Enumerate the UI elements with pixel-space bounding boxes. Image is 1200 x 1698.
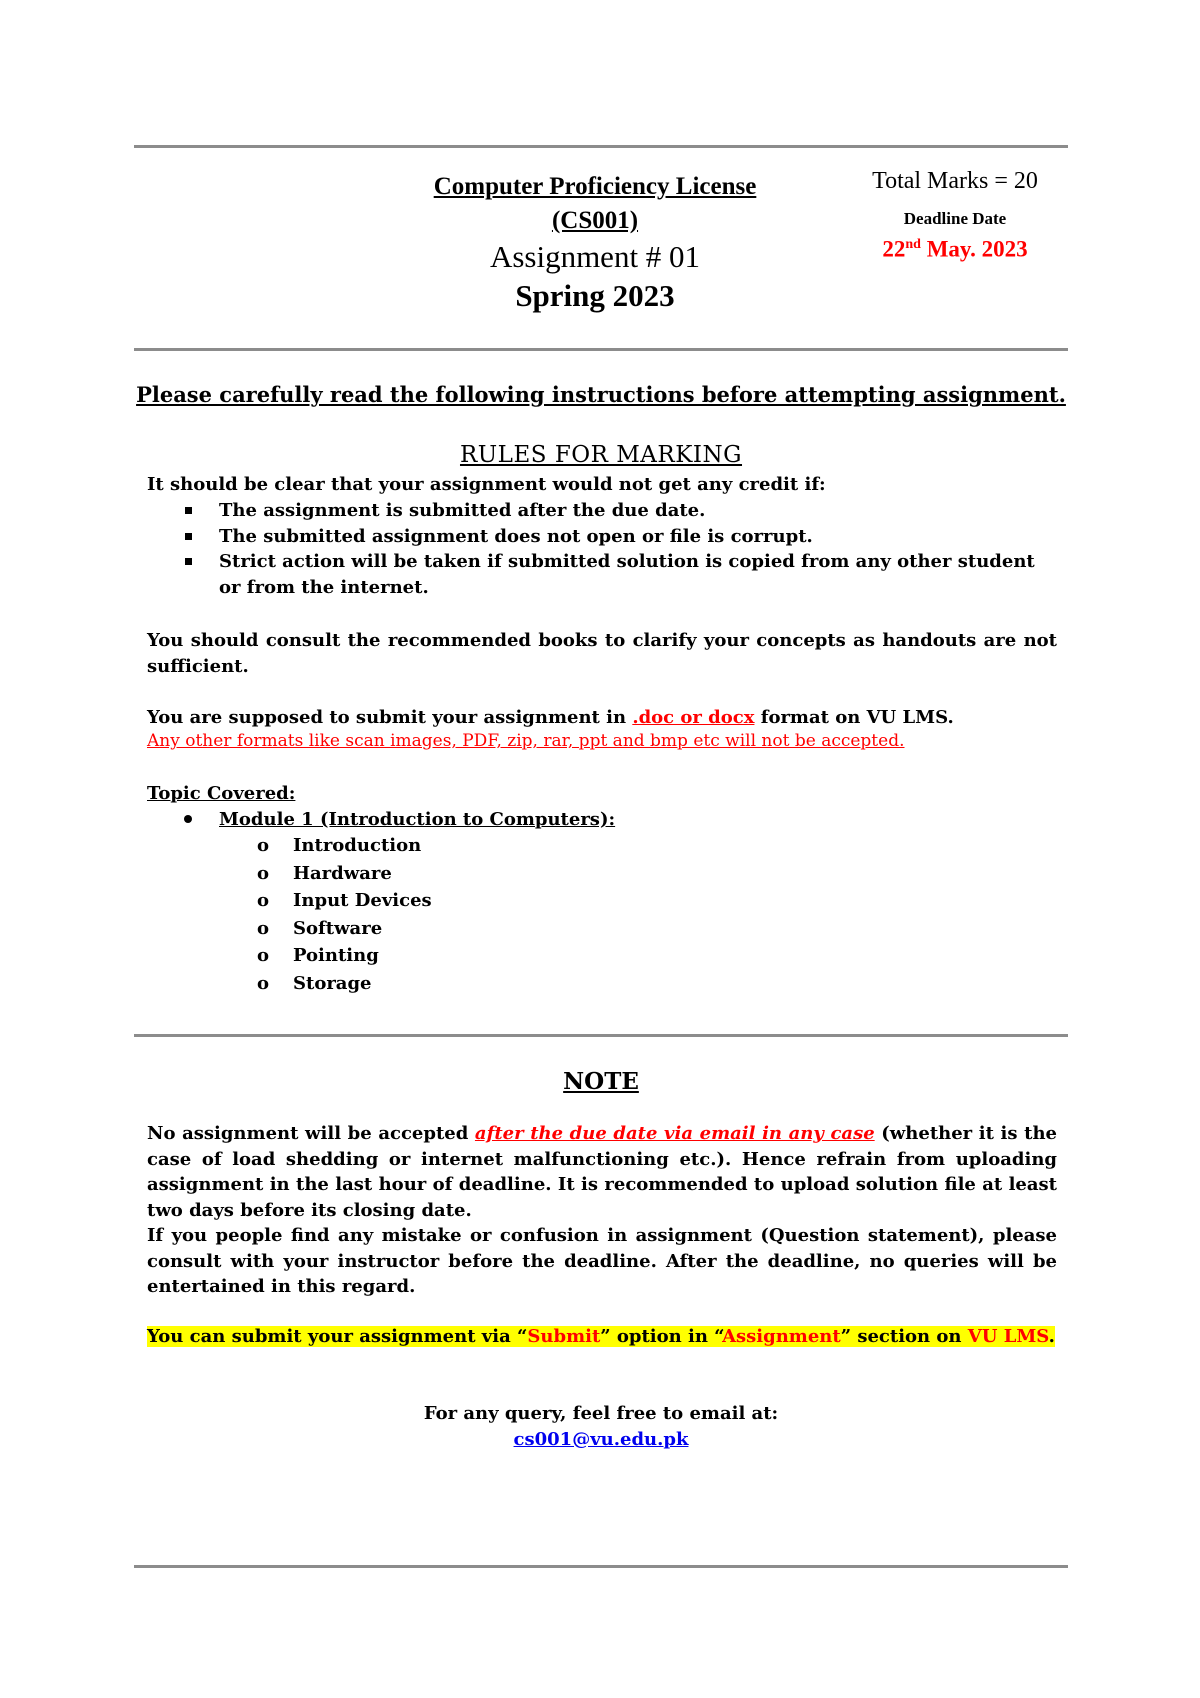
header-bottom-rule [134,348,1068,351]
consult-text: You should consult the recommended books to clarify your concepts as handouts are not sufficient. [147,630,1057,677]
subtopic-item [147,860,432,888]
subtopic-label: Storage [293,972,372,994]
circle-bullet-icon: o [257,945,270,966]
circle-bullet-icon: o [257,835,270,856]
rule-item [147,549,1057,600]
circle-bullet-icon: o [257,862,270,884]
circle-bullet-icon: o [257,917,270,939]
note-heading: NOTE [563,1068,639,1095]
page-bottom-rule [134,1565,1068,1568]
submit-instruction [147,1324,1055,1350]
module-item [147,807,1057,833]
deadline-label: Deadline Date [903,209,1007,228]
module-list [147,807,1057,833]
subtopic-item [147,887,432,915]
instructions-heading: Please carefully read the following instructions before attempting assignment. [136,382,1066,407]
vu-lms-word: VU LMS [967,1326,1049,1347]
format-prefix: You are supposed to submit your assignment in [147,707,633,728]
rules-intro: It should be clear that your assignment would not get any credit if: [147,474,826,495]
course-code: (CS001) [551,207,639,234]
rule-text: The assignment is submitted after the due date. [219,500,706,521]
subtopic-item [147,915,432,943]
subtopic-list [147,832,432,997]
round-bullet-icon [184,815,192,823]
query-block [134,1401,1068,1452]
square-bullet-icon [185,558,192,565]
total-marks: Total Marks = 20 [872,168,1038,194]
note-paragraph [147,1121,1057,1300]
format-warning: Any other formats like scan images, PDF, zip, rar, ppt and bmp etc will not be accepted. [147,731,905,751]
rule-text: The submitted assignment does not open or file is corrupt. [219,525,813,547]
rules-list [147,498,1057,600]
subtopic-label: Input Devices [293,890,432,911]
query-label: For any query, feel free to email at: [423,1403,779,1424]
header-top-rule [134,145,1068,148]
submit-part3: ” section on [840,1326,968,1347]
deadline-month-year: May. 2023 [920,236,1028,262]
subtopic-label: Software [293,917,383,939]
note-p1-end: (whether it is the case of load shedding or internet malfunctioning etc.). Hence refrain from uploading assignment in the last hour of deadline. It is recommended to upload solution file at least two days before its closing date. [147,1123,1057,1221]
assignment-number: Assignment # 01 [489,239,701,274]
topics-bottom-rule [134,1034,1068,1037]
rule-item [147,524,1057,550]
module-title: Module 1 (Introduction to Computers): [219,809,616,830]
subtopic-label: Introduction [293,835,422,856]
rules-heading: RULES FOR MARKING [459,442,743,468]
note-paragraph-1 [147,1121,1057,1223]
note-p1-emphasis: after the due date via email in any case [474,1123,875,1144]
submit-part2: ” option in “ [600,1326,723,1347]
course-title: Computer Proficiency License [433,173,757,200]
assignment-word: Assignment [722,1326,841,1347]
submit-word: Submit [527,1326,601,1347]
deadline-suffix: nd [905,237,921,252]
subtopic-item [147,942,432,970]
rule-text: Strict action will be taken if submitted solution is copied from any other student or from the internet. [219,551,1035,598]
submit-highlight [147,1326,1055,1347]
format-line [147,705,954,731]
circle-bullet-icon: o [257,890,270,911]
subtopic-label: Pointing [293,945,379,966]
submit-part1: You can submit your assignment via “ [147,1326,528,1347]
format-suffix: format on VU LMS. [754,707,954,728]
subtopic-item [147,970,432,998]
topic-heading: Topic Covered: [147,783,296,804]
note-paragraph-2: If you people find any mistake or confusion in assignment (Question statement), please consult with your instructor before the deadline. After the deadline, no queries will be entertained in this regard. [147,1225,1057,1297]
subtopic-item [147,832,432,860]
semester: Spring 2023 [515,278,675,313]
square-bullet-icon [185,507,192,514]
deadline-date [850,231,1060,264]
square-bullet-icon [185,533,192,540]
submit-part4: . [1048,1326,1055,1347]
circle-bullet-icon: o [257,972,270,994]
marks-block [850,165,1060,264]
rule-item [147,498,1057,524]
contact-email-link[interactable]: cs001@vu.edu.pk [513,1428,689,1450]
accepted-formats: .doc or docx [632,707,755,728]
title-block [350,170,840,316]
note-p1-start: No assignment will be accepted [147,1123,475,1144]
deadline-day: 22 [882,236,906,262]
subtopic-label: Hardware [293,862,392,884]
